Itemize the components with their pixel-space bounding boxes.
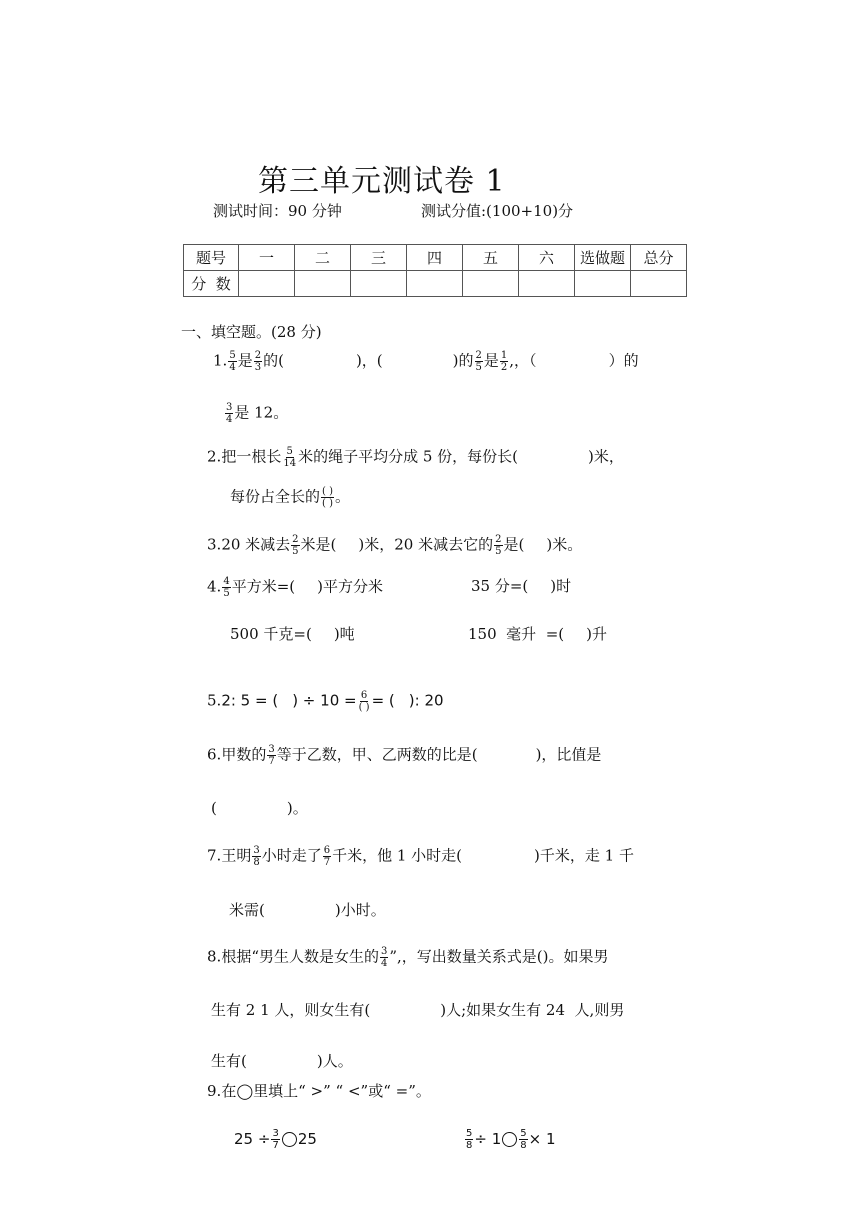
table-header: 题号 [184,245,239,271]
table-header: 一 [239,245,295,271]
fraction: $\frac{6}{( )}$ [358,690,370,713]
question-6-line-1: 6.甲数的 $\frac{3}{7}$ 等于乙数，甲、乙两数的比是( )，比值是 [207,744,602,767]
question-5: 5.2: 5 = ( ) ÷ 10 = $\frac{6}{( )}$ = ( ): 20 [207,690,444,713]
question-4-line-1b: 35 分=( )时 [471,577,572,595]
answer-circle[interactable] [282,1132,297,1147]
question-2-line-2: 每份占全长的 $\frac{( )}{( )}$ 。 [230,486,351,509]
fraction: $\frac{4}{5}$ [223,576,230,599]
score-cell[interactable] [463,271,519,297]
fraction: $\frac{3}{7}$ [272,1128,279,1151]
question-2-line-1: 2.把一根长 $\frac{5}{14}$ 米的绳子平均分成 5 份，每份长( )米， [207,446,624,469]
test-time: 测试时间：90 分钟 [213,202,342,220]
score-cell[interactable] [239,271,295,297]
fraction: $\frac{1}{2}$ [500,350,508,373]
question-4-line-1a: 4. $\frac{4}{5}$ 平方米=( )平方分米 [207,576,383,599]
question-3: 3.20 米减去 $\frac{2}{5}$ 米是( )米，20 米减去它的 $\frac{2}{5}$ 是( )米。 [207,534,583,557]
fraction: $\frac{5}{8}$ [520,1128,527,1151]
question-8-line-3: 生有( )人。 [211,1052,353,1070]
fraction: $\frac{5}{8}$ [466,1128,473,1151]
score-cell[interactable] [575,271,631,297]
answer-circle[interactable] [502,1132,517,1147]
fraction: $\frac{2}{5}$ [292,534,299,557]
table-row [184,245,687,271]
section-heading: 一、填空题。(28 分) [181,323,322,341]
table-header: 选做题 [575,245,631,271]
question-7-line-1: 7.王明 $\frac{3}{8}$ 小时走了 $\frac{6}{7}$ 千米，他 1 小时走( )千米，走 1 千 [207,845,634,868]
question-7-line-2: 米需( )小时。 [229,901,386,919]
fraction: $\frac{2}{5}$ [495,534,502,557]
comparison-1: 25 ÷ $\frac{3}{7}$ 25 [234,1128,317,1151]
table-header: 五 [463,245,519,271]
score-table [183,244,687,297]
fraction: $\frac{5}{4}$ [229,350,236,373]
table-row [184,271,687,297]
score-cell[interactable] [519,271,575,297]
question-4-line-2a: 500 千克=( )吨 [230,625,355,643]
fraction: $\frac{2}{3}$ [254,350,262,373]
test-score: 测试分值:(100+10)分 [421,202,574,220]
fraction: $\frac{3}{4}$ [226,402,233,425]
table-header: 总分 [631,245,687,271]
fraction: $\frac{3}{4}$ [380,946,388,969]
score-cell[interactable] [351,271,407,297]
question-1-line-2: $\frac{3}{4}$ 是 12。 [226,402,289,425]
table-header: 四 [407,245,463,271]
fraction: $\frac{3}{7}$ [268,744,275,767]
score-cell[interactable] [295,271,351,297]
fraction: $\frac{6}{7}$ [323,845,331,868]
table-header: 三 [351,245,407,271]
page-title: 第三单元测试卷 1 [258,164,506,199]
score-cell[interactable] [407,271,463,297]
score-cell[interactable] [631,271,687,297]
score-row-label: 分 数 [184,271,239,297]
question-number: 1. [213,351,228,370]
question-4-line-2b: 150 毫升 =( )升 [468,625,607,643]
fraction: $\frac{2}{5}$ [475,350,482,373]
fraction: $\frac{5}{14}$ [283,446,297,469]
comparison-2: $\frac{5}{8}$ ÷ 1 $\frac{5}{8}$ × 1 [466,1128,556,1151]
table-header: 六 [519,245,575,271]
question-1-line-1: 1. $\frac{5}{4}$ 是 $\frac{2}{3}$ 的( )，( )的 $\frac{2}{5}$ 是 $\frac{1}{2}$ ,，（ ）的 [213,350,639,373]
question-8-line-1: 8.根据“男生人数是女生的 $\frac{3}{4}$ ”,，写出数量关系式是()。如果男 [207,946,609,969]
question-9: 9.在◯里填上“ >” “ <”或“ =”。 [207,1082,431,1100]
question-6-line-2: ( )。 [211,799,308,817]
fraction: $\frac{( )}{( )}$ [322,486,333,509]
table-header: 二 [295,245,351,271]
question-8-line-2: 生有 2 1 人，则女生有( )人;如果女生有 24 人,则男 [211,1001,625,1019]
fraction: $\frac{3}{8}$ [253,845,260,868]
